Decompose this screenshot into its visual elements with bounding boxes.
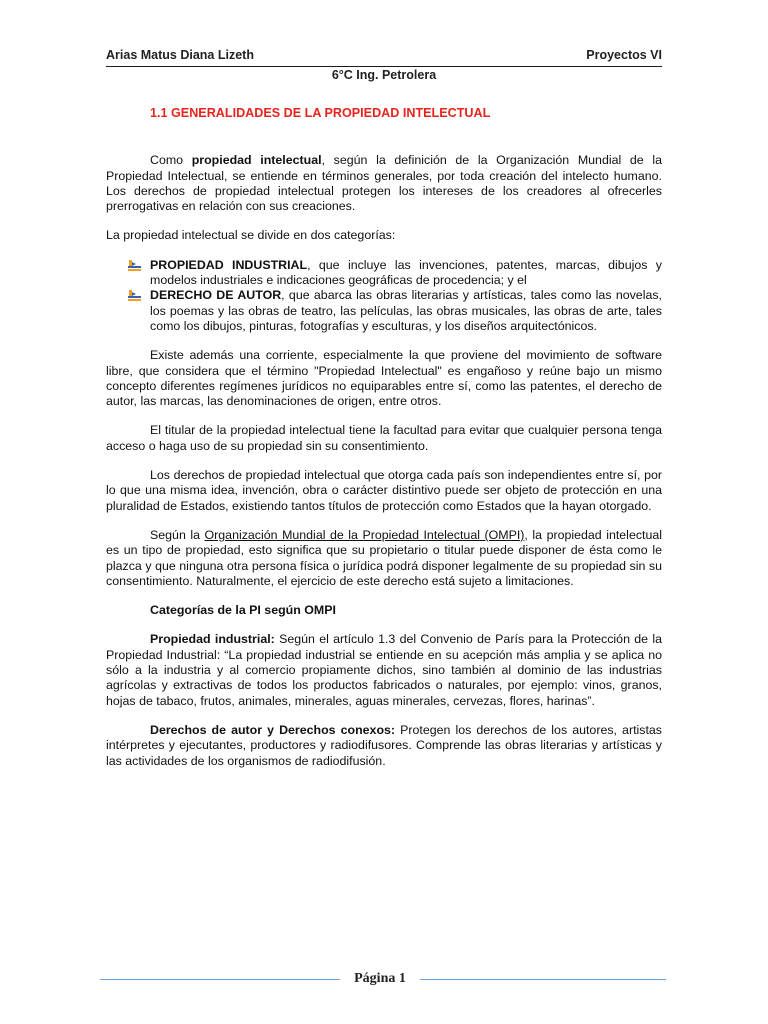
ompi-lead: Según la (150, 527, 205, 542)
list-item (106, 258, 662, 289)
subtitle-categorias: Categorías de la PI según OMPI (150, 603, 336, 618)
paragraph-autor (106, 723, 662, 769)
intro-lead: Como (150, 153, 192, 168)
page-header (106, 44, 662, 67)
page-footer (0, 970, 768, 990)
category-list (106, 258, 662, 334)
bullet-text: , que incluye las invenciones, patentes, marcas, dibujos y modelos industriales e indicaciones geográficas de procedencia; y el (150, 257, 662, 288)
industrial-term: Propiedad industrial: (150, 632, 275, 647)
bullet-arrow-icon (128, 290, 142, 301)
footer-rule-left (100, 979, 340, 980)
header-group: 6°C Ing. Petrolera (331, 68, 437, 82)
header-course: Proyectos VI (586, 48, 662, 62)
header-author: Arias Matus Diana Lizeth (106, 48, 254, 62)
bullet-term: PROPIEDAD INDUSTRIAL (150, 257, 308, 272)
footer-rule-right (420, 979, 666, 980)
intro-rest: , según la definición de la Organización Mundial de la Propiedad Intelectual, se entiende en términos generales, por toda creación del intelecto humano. Los derechos de propiedad intelectual protegen los intereses de los creadores al ofrecerles prerrogativas en relación con sus creaciones. (106, 153, 662, 214)
intro-paragraph (106, 153, 662, 214)
paragraph-derechos: Los derechos de propiedad intelectual que otorga cada país son independientes entre sí, por lo que una misma idea, invención, obra o carácter distintivo puede ser objeto de protección en una pluralidad de Estados, existiendo tantos títulos de protección como Estados que la hayan otorgado. (106, 468, 662, 513)
bullet-arrow-icon (128, 260, 142, 271)
page-number: Página 1 (354, 971, 406, 986)
bullet-text: , que abarca las obras literarias y artísticas, tales como las novelas, los poemas y las obras de teatro, las películas, las obras musicales, las obras de arte, tales como los dibujos, pinturas, fotografías y esculturas, y los diseños arquitectónicos. (150, 288, 662, 333)
intro-term: propiedad intelectual (191, 153, 322, 168)
industrial-text: Según el artículo 1.3 del Convenio de París para la Protección de la Propiedad Industrial: “La propiedad industrial se entiende en su acepción más amplia y se aplica no sólo a la industria y al comercio propiamente dichos, sino también al dominio de las industrias agrícolas y extractivas de todos los productos fabricados o naturales, por ejemplo: vinos, granos, hojas de tabaco, frutos, animales, minerales, aguas minerales, cervezas, flores, harinas”. (106, 632, 662, 708)
list-item (106, 288, 662, 334)
autor-text: Protegen los derechos de los autores, artistas intérpretes y ejecutantes, productores y radiodifusores. Comprende las obras literarias y artísticas y las actividades de los organismos de radiodifusión. (106, 722, 662, 768)
paragraph-software: Existe además una corriente, especialmente la que proviene del movimiento de software libre, que considera que el término "Propiedad Intelectual" es engañoso y reúne bajo un mismo concepto diferentes regímenes jurídicos no equiparables entre sí, como las patentes, el derecho de autor, las marcas, las denominaciones de origen, entre otros. (106, 348, 662, 409)
ompi-link[interactable]: Organización Mundial de la Propiedad Intelectual (OMPI) (204, 527, 525, 542)
section-title: 1.1 GENERALIDADES DE LA PROPIEDAD INTELECTUAL (150, 106, 491, 120)
paragraph-titular: El titular de la propiedad intelectual tiene la facultad para evitar que cualquier persona tenga acceso o haga uso de su propiedad sin su consentimiento. (106, 423, 662, 453)
paragraph-ompi (106, 528, 662, 589)
paragraph-industrial (106, 632, 662, 708)
categories-intro: La propiedad intelectual se divide en dos categorías: (106, 228, 396, 243)
document-body (106, 106, 662, 783)
autor-term: Derechos de autor y Derechos conexos: (150, 722, 396, 737)
ompi-rest: , la propiedad intelectual es un tipo de propiedad, esto significa que su propietario o titular puede disponer de ésta como le plazca y que ninguna otra persona física o jurídica podrá disponer legalmente de su propiedad sin su consentimiento. Naturalmente, el ejercicio de este derecho está sujeto a limitaciones. (106, 527, 663, 588)
bullet-term: DERECHO DE AUTOR (150, 288, 282, 303)
